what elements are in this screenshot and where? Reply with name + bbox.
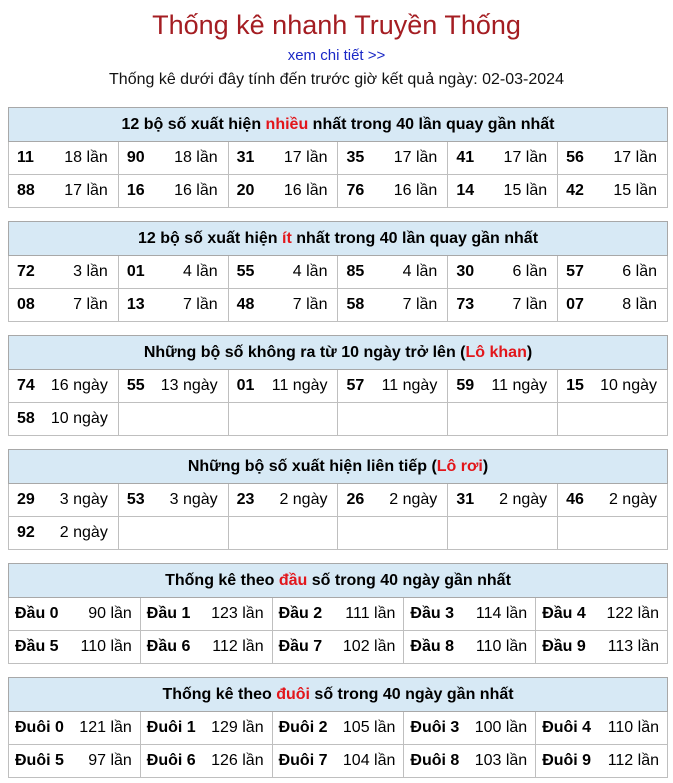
stat-key: Đầu 8 (410, 638, 454, 655)
stat-pair (542, 719, 663, 737)
table-row (9, 256, 668, 289)
stat-value: 18 lần (64, 149, 108, 166)
table-row (9, 175, 668, 208)
table-row (9, 517, 668, 550)
stat-value: 15 lần (613, 182, 657, 199)
stat-cell (140, 712, 272, 745)
heading-text: Những bộ số không ra từ 10 ngày trở lên ( (143, 343, 466, 361)
dau-stats-table (8, 563, 668, 664)
stat-value: 4 lần (292, 263, 328, 280)
stat-pair (17, 524, 112, 542)
lo-roi-panel (8, 449, 668, 550)
stat-value: 2 ngày (59, 524, 108, 541)
stat-pair (17, 296, 112, 314)
stat-cell (9, 142, 119, 175)
stat-pair (127, 491, 222, 509)
stat-cell (448, 403, 558, 436)
stat-key: 48 (236, 296, 255, 313)
stat-value: 10 ngày (600, 377, 657, 394)
stat-pair (15, 638, 136, 656)
stat-value: 126 lần (211, 752, 264, 769)
stat-pair (15, 752, 136, 770)
stat-value: 13 ngày (160, 377, 218, 394)
stat-pair (566, 149, 661, 167)
stat-pair (346, 296, 441, 314)
stat-key: 11 (17, 149, 34, 166)
stat-key: 57 (566, 263, 584, 280)
stat-key: 23 (236, 491, 255, 508)
table-row (9, 289, 668, 322)
stat-pair (15, 605, 136, 623)
stat-pair (456, 377, 551, 395)
stat-value: 112 lần (607, 752, 659, 769)
table-row (9, 142, 668, 175)
duoi-stats-table (8, 677, 668, 778)
stat-cell (9, 631, 141, 664)
stat-key: 57 (346, 377, 365, 394)
stat-key: 26 (346, 491, 365, 508)
stat-pair (237, 377, 332, 395)
stat-pair (127, 149, 222, 167)
stat-pair (346, 263, 441, 281)
stat-pair (566, 296, 661, 314)
stat-value: 3 lần (73, 263, 108, 280)
stat-value: 113 lần (607, 638, 659, 655)
stat-key: 92 (17, 524, 35, 541)
stat-pair (127, 377, 222, 395)
stat-cell (9, 484, 119, 517)
stat-pair (147, 638, 268, 656)
stat-cell (558, 370, 668, 403)
stat-pair (456, 296, 551, 314)
stat-value: 103 lần (474, 752, 528, 769)
dau-stats-heading (9, 564, 668, 598)
stat-key: 59 (456, 377, 475, 394)
stat-cell (448, 289, 558, 322)
stat-cell (338, 370, 448, 403)
heading-text: số trong 40 ngày gần nhất (309, 685, 514, 703)
stat-cell (448, 175, 558, 208)
stat-value: 2 ngày (608, 491, 657, 508)
stat-value: 10 ngày (50, 410, 108, 427)
stat-pair (346, 149, 441, 167)
stat-pair (410, 719, 531, 737)
stat-pair (17, 263, 112, 281)
stat-cell (536, 745, 668, 778)
table-row (9, 484, 668, 517)
heading-text: 12 bộ số xuất hiện (137, 229, 282, 247)
stat-cell (404, 631, 536, 664)
stat-value: 7 lần (512, 296, 548, 313)
stat-key: 85 (346, 263, 365, 280)
stat-value: 17 lần (503, 149, 548, 166)
stat-key: 13 (126, 296, 145, 313)
stat-pair (237, 491, 332, 509)
stat-cell (9, 289, 119, 322)
stat-pair (147, 752, 268, 770)
stat-cell (228, 517, 338, 550)
stat-value: 4 lần (182, 263, 218, 280)
stat-pair (279, 605, 400, 623)
stat-value: 16 lần (393, 182, 438, 199)
stat-pair (279, 752, 400, 770)
stat-key: Đầu 7 (278, 638, 323, 655)
stat-pair (237, 149, 332, 167)
lo-roi-heading (9, 450, 668, 484)
stat-key: 55 (236, 263, 255, 280)
table-row (9, 598, 668, 631)
stat-key: Đuôi 4 (542, 719, 592, 736)
stat-key: Đầu 0 (15, 605, 59, 622)
stat-key: 15 (566, 377, 584, 394)
stat-cell (338, 517, 448, 550)
stat-value: 7 lần (402, 296, 438, 313)
stat-cell (558, 517, 668, 550)
stat-value: 110 lần (475, 638, 528, 655)
stat-key: 30 (456, 263, 475, 280)
stat-key: 16 (126, 182, 145, 199)
stat-pair (147, 719, 268, 737)
stat-cell (118, 484, 228, 517)
stat-value: 123 lần (211, 605, 264, 622)
stat-cell (9, 517, 119, 550)
stat-value: 16 ngày (50, 377, 108, 394)
stat-value: 97 lần (88, 752, 132, 769)
stat-key: Đuôi 8 (410, 752, 460, 769)
stat-pair (456, 491, 551, 509)
stat-pair (237, 182, 332, 200)
stat-cell (338, 484, 448, 517)
stat-cell (118, 175, 228, 208)
stat-value: 17 lần (613, 149, 657, 166)
stat-cell (448, 484, 558, 517)
heading-highlight: Lô khan (465, 343, 527, 361)
stat-value: 110 lần (80, 638, 132, 655)
most-frequent-table (8, 107, 668, 208)
stat-pair (237, 263, 332, 281)
stat-cell (118, 517, 228, 550)
stat-pair (346, 491, 441, 509)
stat-value: 7 lần (73, 296, 108, 313)
stat-cell (558, 142, 668, 175)
stat-cell (536, 712, 668, 745)
least-frequent-panel (8, 221, 668, 322)
stat-cell (228, 403, 338, 436)
stat-value: 105 lần (342, 719, 396, 736)
stat-cell (558, 289, 668, 322)
stat-cell (536, 631, 668, 664)
stat-cell (338, 256, 448, 289)
stat-key: Đầu 5 (15, 638, 59, 655)
stat-key: 08 (17, 296, 35, 313)
heading-highlight: Lô rơi (436, 457, 483, 475)
stat-key: 88 (17, 182, 35, 199)
stat-pair (15, 719, 136, 737)
stat-pair (542, 638, 663, 656)
stat-value: 111 lần (345, 605, 396, 622)
stat-cell (404, 598, 536, 631)
stat-value: 7 lần (182, 296, 218, 313)
stat-pair (127, 263, 222, 281)
details-link[interactable]: xem chi tiết >> (287, 47, 386, 64)
stat-cell (338, 175, 448, 208)
stat-cell (558, 484, 668, 517)
stat-pair (566, 263, 661, 281)
stat-value: 4 lần (402, 263, 438, 280)
stat-cell (9, 745, 141, 778)
stat-pair (410, 638, 531, 656)
stat-key: 53 (126, 491, 145, 508)
stat-cell (228, 289, 338, 322)
duoi-stats-heading (9, 678, 668, 712)
stat-pair (346, 377, 441, 395)
most-frequent-heading (9, 108, 668, 142)
stat-cell (404, 712, 536, 745)
heading-highlight: ít (282, 229, 292, 247)
stat-key: 31 (456, 491, 475, 508)
stat-key: Đuôi 7 (278, 752, 328, 769)
heading-text: nhất trong 40 lần quay gần nhất (291, 229, 539, 247)
heading-text: 12 bộ số xuất hiện (121, 115, 266, 133)
stat-key: Đuôi 5 (15, 752, 64, 769)
stat-cell (228, 175, 338, 208)
stat-key: Đuôi 0 (15, 719, 64, 736)
stat-value: 114 lần (475, 605, 528, 622)
stat-cell (118, 142, 228, 175)
stat-pair (237, 296, 332, 314)
stat-key: 20 (236, 182, 255, 199)
stat-value: 121 lần (79, 719, 132, 736)
duoi-stats-panel (8, 677, 668, 778)
stat-key: Đầu 3 (410, 605, 454, 622)
stat-key: Đuôi 2 (278, 719, 328, 736)
stat-pair (542, 752, 663, 770)
stat-cell (9, 256, 119, 289)
stat-pair (410, 752, 531, 770)
stat-key: 72 (17, 263, 35, 280)
stat-value: 17 lần (283, 149, 328, 166)
stat-key: Đuôi 9 (542, 752, 592, 769)
heading-highlight: đầu (278, 571, 308, 589)
stat-value: 104 lần (342, 752, 396, 769)
stat-cell (558, 175, 668, 208)
stat-cell (9, 403, 119, 436)
stat-key: 58 (17, 410, 35, 427)
heading-text: Thống kê theo (162, 685, 277, 703)
table-row (9, 370, 668, 403)
stat-value: 8 lần (622, 296, 657, 313)
stat-value: 11 ngày (271, 377, 328, 394)
lo-khan-panel (8, 335, 668, 436)
stat-cell (118, 403, 228, 436)
stat-key: 76 (346, 182, 365, 199)
stat-cell (118, 256, 228, 289)
stat-key: 07 (566, 296, 584, 313)
stat-cell (404, 745, 536, 778)
lo-khan-heading (9, 336, 668, 370)
stat-value: 122 lần (606, 605, 659, 622)
stat-key: Đuôi 3 (410, 719, 460, 736)
stat-pair (127, 182, 222, 200)
stat-key: Đuôi 1 (146, 719, 196, 736)
stat-cell (228, 256, 338, 289)
stat-key: Đuôi 6 (146, 752, 196, 769)
stat-cell (448, 517, 558, 550)
stat-key: 41 (456, 149, 475, 166)
stat-key: 90 (126, 149, 145, 166)
stat-pair (456, 182, 551, 200)
stat-cell (9, 370, 119, 403)
dau-stats-panel (8, 563, 668, 664)
stat-value: 2 ngày (389, 491, 438, 508)
stat-key: 73 (456, 296, 475, 313)
table-row (9, 631, 668, 664)
stat-cell (140, 631, 272, 664)
stat-cell (118, 370, 228, 403)
stat-cell (558, 256, 668, 289)
stat-cell (118, 289, 228, 322)
stat-key: Đầu 9 (542, 638, 586, 655)
stat-key: 14 (456, 182, 475, 199)
heading-text: nhất trong 40 lần quay gần nhất (308, 115, 555, 133)
stat-cell (338, 142, 448, 175)
stat-cell (140, 598, 272, 631)
stat-cell (338, 403, 448, 436)
stat-value: 110 lần (607, 719, 659, 736)
stat-value: 11 ngày (491, 377, 548, 394)
table-row (9, 712, 668, 745)
stat-key: Đầu 6 (146, 638, 191, 655)
stat-key: 42 (566, 182, 584, 199)
stat-value: 16 lần (174, 182, 218, 199)
table-row (9, 745, 668, 778)
stat-value: 7 lần (292, 296, 328, 313)
stat-key: 01 (126, 263, 145, 280)
stat-value: 2 ngày (279, 491, 328, 508)
heading-text: Những bộ số xuất hiện liên tiếp ( (187, 457, 437, 475)
stat-cell (272, 631, 404, 664)
stat-value: 15 lần (503, 182, 548, 199)
page-subtitle: Thống kê dưới đây tính đến trước giờ kết quả ngày: 02-03-2024 (109, 71, 564, 88)
stat-pair (542, 605, 663, 623)
stat-key: 35 (346, 149, 365, 166)
heading-text: ) (526, 343, 533, 361)
stat-value: 16 lần (283, 182, 328, 199)
stat-key: Đầu 1 (146, 605, 191, 622)
stat-key: 55 (126, 377, 145, 394)
stat-pair (346, 182, 441, 200)
stat-pair (147, 605, 268, 623)
stat-value: 18 lần (174, 149, 218, 166)
page-title: Thống kê nhanh Truyền Thống (152, 10, 521, 40)
heading-text: Thống kê theo (165, 571, 279, 589)
stat-value: 6 lần (622, 263, 657, 280)
stat-value: 11 ngày (381, 377, 438, 394)
heading-highlight: đuôi (276, 685, 310, 703)
stat-pair (17, 182, 112, 200)
stat-cell (140, 745, 272, 778)
stat-cell (448, 142, 558, 175)
stat-key: Đầu 4 (542, 605, 586, 622)
stat-key: 74 (17, 377, 35, 394)
stat-cell (272, 745, 404, 778)
stat-cell (338, 289, 448, 322)
most-frequent-panel (8, 107, 668, 208)
heading-text: ) (482, 457, 489, 475)
lo-roi-table (8, 449, 668, 550)
stat-pair (456, 149, 551, 167)
page-header (0, 0, 673, 90)
stat-cell (448, 370, 558, 403)
stat-pair (566, 377, 661, 395)
least-frequent-table (8, 221, 668, 322)
stat-key: 58 (346, 296, 365, 313)
stat-key: 01 (236, 377, 255, 394)
stat-cell (228, 142, 338, 175)
stat-pair (127, 296, 222, 314)
stat-value: 100 lần (474, 719, 528, 736)
stat-value: 3 ngày (59, 491, 108, 508)
stat-cell (536, 598, 668, 631)
stat-value: 2 ngày (499, 491, 548, 508)
stat-cell (558, 403, 668, 436)
lo-khan-table (8, 335, 668, 436)
stat-value: 90 lần (88, 605, 132, 622)
stat-pair (17, 377, 112, 395)
stat-cell (272, 712, 404, 745)
stat-pair (17, 410, 112, 428)
stat-pair (410, 605, 531, 623)
stat-key: Đầu 2 (278, 605, 323, 622)
stat-key: 29 (17, 491, 35, 508)
stat-pair (279, 638, 400, 656)
table-row (9, 403, 668, 436)
stat-value: 129 lần (211, 719, 264, 736)
stat-key: 56 (566, 149, 584, 166)
stat-cell (448, 256, 558, 289)
stat-cell (228, 370, 338, 403)
stat-cell (9, 175, 119, 208)
stat-pair (566, 182, 661, 200)
stat-cell (9, 712, 141, 745)
stat-pair (566, 491, 661, 509)
heading-highlight: nhiều (265, 115, 309, 133)
stat-pair (17, 491, 112, 509)
stat-key: 46 (566, 491, 584, 508)
stat-cell (228, 484, 338, 517)
stat-cell (272, 598, 404, 631)
least-frequent-heading (9, 222, 668, 256)
stat-pair (279, 719, 400, 737)
stat-pair (456, 263, 551, 281)
stat-value: 112 lần (212, 638, 264, 655)
stat-value: 17 lần (64, 182, 108, 199)
stat-key: 31 (236, 149, 255, 166)
stat-value: 102 lần (342, 638, 396, 655)
stat-value: 6 lần (512, 263, 548, 280)
heading-text: số trong 40 ngày gần nhất (307, 571, 511, 589)
stat-value: 17 lần (393, 149, 438, 166)
stat-pair (17, 149, 112, 167)
stat-value: 3 ngày (169, 491, 218, 508)
stat-cell (9, 598, 141, 631)
